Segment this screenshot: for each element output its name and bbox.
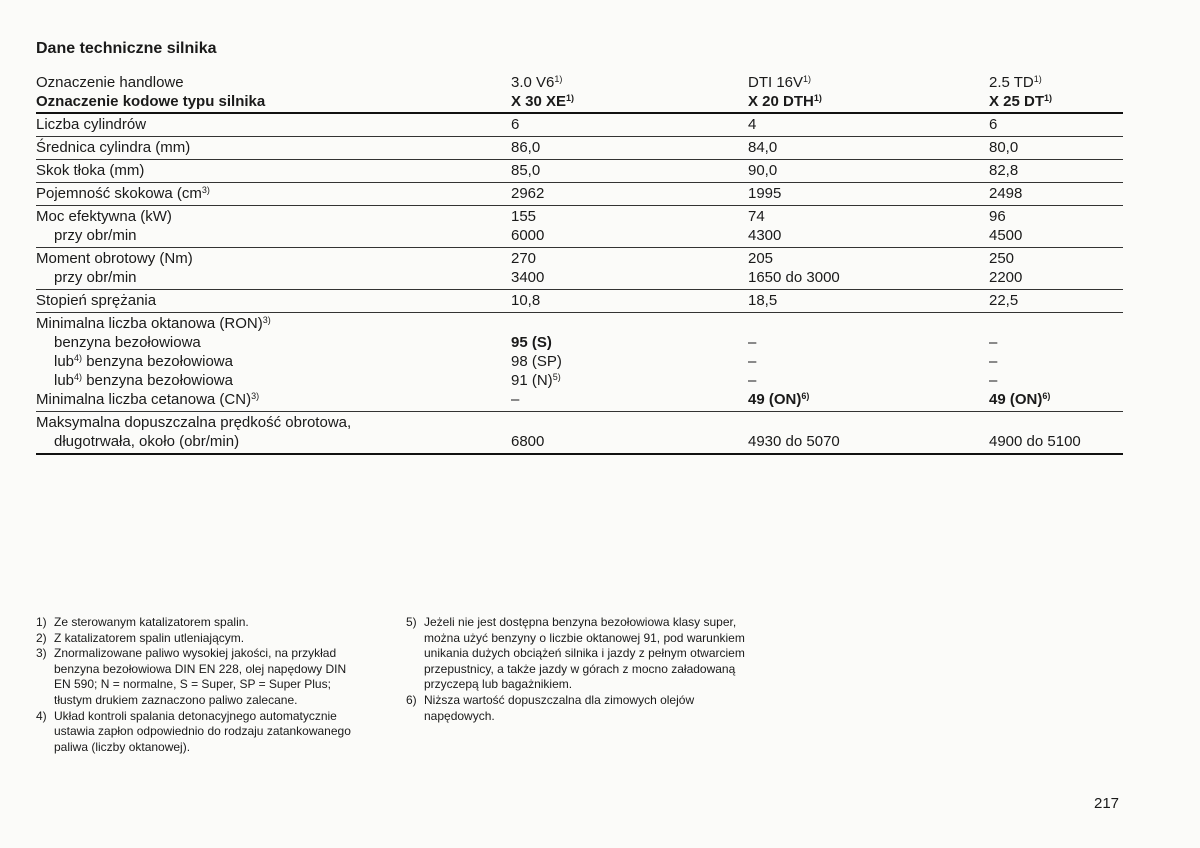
cell-value: 155 6000 <box>511 206 748 248</box>
cell-value: 6 <box>511 113 748 137</box>
footnote: 4) Układ kontroli spalania detonacyjnego automatycznie ustawia zapłon odpowiednio do rodzaju zatankowanego paliwa (liczby oktanowej). <box>36 708 351 754</box>
row-label: Skok tłoka (mm) <box>36 160 511 183</box>
engine-trade-name: 3.0 V6$^{1)}$ <box>511 74 563 91</box>
cell-value: 84,0 <box>748 137 989 160</box>
header-label-cell <box>36 72 511 113</box>
cell-value: 270 3400 <box>511 248 748 290</box>
engine-spec-table <box>36 72 1123 455</box>
row-label: Średnica cylindra (mm) <box>36 137 511 160</box>
engine-trade-name: DTI $16V^{1)}$ <box>748 74 812 91</box>
cell-value: 95 (S) 98 (SP) 91 $(N)^{5)}$ – <box>511 313 748 412</box>
row-label: Maksymalna dopuszczalna prędkość obrotowa, długotrwała, około (obr/min) <box>36 412 511 455</box>
footnote: 5) Jeżeli nie jest dostępna benzyna bezołowiowa klasy super, można użyć benzyny o liczbie oktanowej 91, pod warunkiem unikania dużych obciążeń silnika i jazdy z pełnym otwarciem przepustnicy, a także jazdy w górach z mocno załadowaną przyczepą lub bagażnikiem. <box>406 615 745 692</box>
row-label: Liczba cylindrów <box>36 113 511 137</box>
cell-value: 10,8 <box>511 290 748 313</box>
engine-code: X 25 DT$^{1)}$ <box>989 93 1053 110</box>
cell-value: 18,5 <box>748 290 989 313</box>
cell-value: 1995 <box>748 183 989 206</box>
cell-value: 250 2200 <box>989 248 1123 290</box>
cell-value: 22,5 <box>989 290 1123 313</box>
cell-value: 6 <box>989 113 1123 137</box>
engine-code: X 20 DTH$^{1)}$ <box>748 93 822 110</box>
cell-value: 4 <box>748 113 989 137</box>
row-label: Pojemność skokowa ($cm^{3)}$ <box>36 183 511 206</box>
table-header-row <box>36 72 1123 113</box>
footnote: 1) Ze sterowanym katalizatorem spalin. <box>36 615 249 629</box>
cell-value: – – – 49 (ON)$^{6)}$ <box>989 313 1123 412</box>
cell-value: 80,0 <box>989 137 1123 160</box>
page-title: Dane techniczne silnika <box>36 40 217 57</box>
engine-code-label: Oznaczenie kodowe typu silnika <box>36 93 266 110</box>
footnotes-right <box>406 615 751 724</box>
cell-value: 6800 <box>511 412 748 455</box>
cell-value: – – – 49 (ON)$^{6)}$ <box>748 313 989 412</box>
engine-header-2 <box>748 72 989 113</box>
cell-value: 86,0 <box>511 137 748 160</box>
cell-value: 82,8 <box>989 160 1123 183</box>
engine-header-1 <box>511 72 748 113</box>
table-row-compression <box>36 290 1123 313</box>
footnote: 6) Niższa wartość dopuszczalna dla zimowych olejów napędowych. <box>406 692 695 723</box>
row-label: Moc efektywna (kW) przy obr/min <box>36 206 511 248</box>
table-row-cylinders <box>36 113 1123 137</box>
footnote: 3) Znormalizowane paliwo wysokiej jakości, na przykład benzyna bezołowiowa DIN EN 228, olej napędowy DIN EN 590; N = normalne, S = Super, SP = Super Plus; tłustym drukiem zaznaczono paliwo zalecane. <box>36 646 347 707</box>
trade-name-label: Oznaczenie handlowe <box>36 74 184 91</box>
table-row-stroke <box>36 160 1123 183</box>
engine-code: X 30 XE$^{1)}$ <box>511 93 575 110</box>
table-row-power <box>36 206 1123 248</box>
engine-header-3 <box>989 72 1123 113</box>
row-label: Minimalna liczba oktanowa (RON)$^{3)}$ benzyna bezołowiowa lub$^{4)}$ benzyna bezołowiowa lub$^{4)}$ benzyna bezołowiowa Minimalna liczba cetanowa (CN)$^{3)}$ <box>36 313 511 412</box>
row-label: Moment obrotowy (Nm) przy obr/min <box>36 248 511 290</box>
footnotes-left <box>36 615 366 755</box>
engine-trade-name: 2.5 TD$^{1)}$ <box>989 74 1042 91</box>
cell-value: 205 1650 do 3000 <box>748 248 989 290</box>
table-row-bore <box>36 137 1123 160</box>
page-number: 217 <box>1094 795 1120 812</box>
cell-value: 74 4300 <box>748 206 989 248</box>
row-label: Stopień sprężania <box>36 290 511 313</box>
cell-value: 85,0 <box>511 160 748 183</box>
cell-value: 4930 do 5070 <box>748 412 989 455</box>
table-row-displacement <box>36 183 1123 206</box>
cell-value: 2962 <box>511 183 748 206</box>
cell-value: 90,0 <box>748 160 989 183</box>
table-row-octane-cetane <box>36 313 1123 412</box>
table-row-torque <box>36 248 1123 290</box>
cell-value: 2498 <box>989 183 1123 206</box>
footnote: 2) Z katalizatorem spalin utleniającym. <box>36 630 245 645</box>
cell-value: 4900 do 5100 <box>989 412 1123 455</box>
table-row-max-rpm <box>36 412 1123 455</box>
cell-value: 96 4500 <box>989 206 1123 248</box>
